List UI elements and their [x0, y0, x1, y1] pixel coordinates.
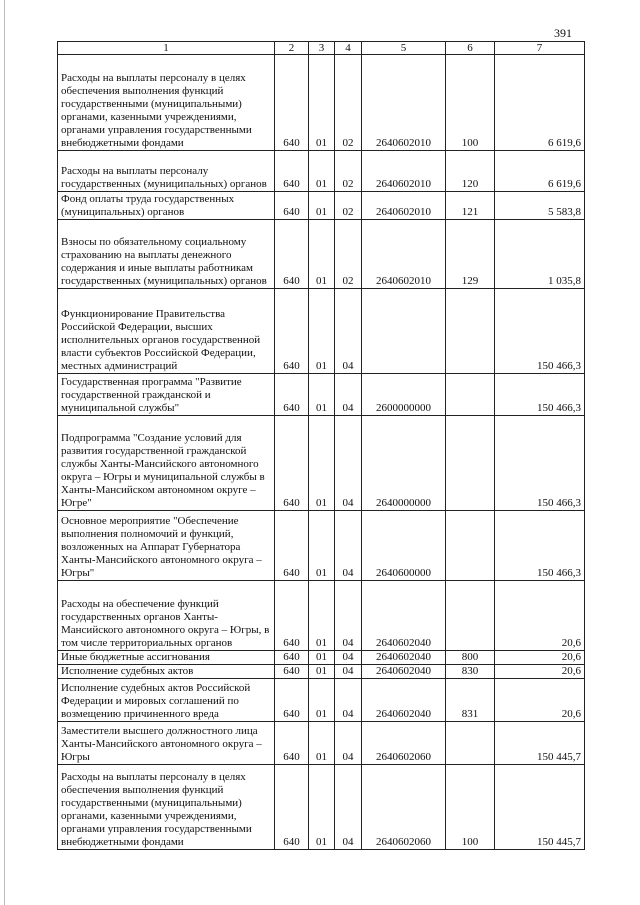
table-row [58, 765, 585, 850]
cell-ministry: 640 [275, 511, 309, 581]
scan-edge [4, 0, 5, 905]
cell-target-item: 2640602010 [362, 192, 446, 220]
cell-amount: 5 583,8 [495, 192, 585, 220]
table-row [58, 55, 585, 151]
row-name: Взносы по обязательному социальному страхованию на выплаты денежного содержания и иные выплаты работникам государственных (муниципальных) органов [58, 220, 275, 289]
table-row [58, 679, 585, 722]
cell-expense-type [446, 289, 495, 374]
budget-table [57, 41, 585, 850]
cell-ministry: 640 [275, 665, 309, 679]
cell-amount: 150 466,3 [495, 374, 585, 416]
table-row [58, 511, 585, 581]
table-row [58, 289, 585, 374]
cell-ministry: 640 [275, 416, 309, 511]
cell-subsection: 04 [335, 765, 362, 850]
row-name: Государственная программа "Развитие государственной гражданской и муниципальной службы" [58, 374, 275, 416]
table-row [58, 651, 585, 665]
cell-amount: 20,6 [495, 679, 585, 722]
row-name: Исполнение судебных актов Российской Федерации и мировых соглашений по возмещению причиненного вреда [58, 679, 275, 722]
cell-section: 01 [309, 151, 335, 192]
cell-target-item: 2640602040 [362, 665, 446, 679]
cell-section: 01 [309, 374, 335, 416]
cell-target-item: 2640602040 [362, 651, 446, 665]
row-name: Иные бюджетные ассигнования [58, 651, 275, 665]
cell-subsection: 04 [335, 511, 362, 581]
cell-ministry: 640 [275, 651, 309, 665]
table-row [58, 416, 585, 511]
cell-ministry: 640 [275, 374, 309, 416]
cell-amount: 20,6 [495, 665, 585, 679]
column-header: 6 [446, 42, 495, 55]
cell-subsection: 04 [335, 289, 362, 374]
cell-ministry: 640 [275, 192, 309, 220]
cell-target-item: 2640602010 [362, 220, 446, 289]
cell-expense-type [446, 511, 495, 581]
cell-section: 01 [309, 55, 335, 151]
cell-amount: 150 466,3 [495, 511, 585, 581]
cell-amount: 20,6 [495, 651, 585, 665]
cell-target-item: 2600000000 [362, 374, 446, 416]
cell-amount: 150 466,3 [495, 416, 585, 511]
cell-target-item: 2640000000 [362, 416, 446, 511]
cell-subsection: 02 [335, 192, 362, 220]
cell-expense-type: 120 [446, 151, 495, 192]
cell-expense-type: 831 [446, 679, 495, 722]
cell-subsection: 04 [335, 722, 362, 765]
row-name: Основное мероприятие "Обеспечение выполнения полномочий и функций, возложенных на Аппарат Губернатора Ханты-Мансийского автономного округа – Югры" [58, 511, 275, 581]
cell-section: 01 [309, 511, 335, 581]
cell-subsection: 04 [335, 665, 362, 679]
cell-expense-type: 800 [446, 651, 495, 665]
cell-subsection: 04 [335, 416, 362, 511]
cell-target-item: 2640602010 [362, 151, 446, 192]
cell-subsection: 04 [335, 581, 362, 651]
cell-amount: 1 035,8 [495, 220, 585, 289]
cell-expense-type [446, 722, 495, 765]
table-row [58, 722, 585, 765]
cell-section: 01 [309, 679, 335, 722]
cell-target-item: 2640602040 [362, 679, 446, 722]
cell-subsection: 02 [335, 55, 362, 151]
cell-section: 01 [309, 192, 335, 220]
table-row [58, 581, 585, 651]
column-header: 3 [309, 42, 335, 55]
cell-target-item: 2640602060 [362, 722, 446, 765]
column-header: 5 [362, 42, 446, 55]
cell-ministry: 640 [275, 765, 309, 850]
row-name: Функционирование Правительства Российской Федерации, высших исполнительных органов государственной власти субъектов Российской Федерации, местных администраций [58, 289, 275, 374]
row-name: Расходы на выплаты персоналу государственных (муниципальных) органов [58, 151, 275, 192]
cell-subsection: 04 [335, 374, 362, 416]
row-name: Расходы на обеспечение функций государственных органов Ханты-Мансийского автономного округа – Югры, в том числе территориальных органов [58, 581, 275, 651]
column-header: 4 [335, 42, 362, 55]
row-name: Расходы на выплаты персоналу в целях обеспечения выполнения функций государственными (муниципальными) органами, казенными учреждениями, органами управления государственными внебюджетными фондами [58, 765, 275, 850]
cell-ministry: 640 [275, 55, 309, 151]
cell-subsection: 02 [335, 220, 362, 289]
cell-section: 01 [309, 289, 335, 374]
table-row [58, 220, 585, 289]
cell-expense-type: 830 [446, 665, 495, 679]
row-name: Подпрограмма "Создание условий для развития государственной гражданской службы Ханты-Мансийского автономного округа – Югры и муниципальной службы в Ханты-Мансийском автономном округе – Югре" [58, 416, 275, 511]
cell-expense-type [446, 374, 495, 416]
cell-ministry: 640 [275, 722, 309, 765]
cell-target-item [362, 289, 446, 374]
table-row [58, 374, 585, 416]
cell-expense-type: 121 [446, 192, 495, 220]
column-header: 7 [495, 42, 585, 55]
row-name: Исполнение судебных актов [58, 665, 275, 679]
cell-ministry: 640 [275, 679, 309, 722]
column-header: 1 [58, 42, 275, 55]
page-number: 391 [554, 26, 572, 40]
cell-section: 01 [309, 665, 335, 679]
cell-amount: 6 619,6 [495, 151, 585, 192]
row-name: Расходы на выплаты персоналу в целях обеспечения выполнения функций государственными (муниципальными) органами, казенными учреждениями, органами управления государственными внебюджетными фондами [58, 55, 275, 151]
cell-subsection: 04 [335, 651, 362, 665]
cell-section: 01 [309, 581, 335, 651]
cell-ministry: 640 [275, 289, 309, 374]
cell-ministry: 640 [275, 151, 309, 192]
table-row [58, 192, 585, 220]
cell-subsection: 04 [335, 679, 362, 722]
cell-amount: 150 466,3 [495, 289, 585, 374]
cell-target-item: 2640602010 [362, 55, 446, 151]
cell-expense-type [446, 416, 495, 511]
cell-ministry: 640 [275, 220, 309, 289]
cell-ministry: 640 [275, 581, 309, 651]
cell-section: 01 [309, 220, 335, 289]
table-row [58, 665, 585, 679]
cell-section: 01 [309, 416, 335, 511]
header-row [58, 42, 585, 55]
table-row [58, 151, 585, 192]
cell-amount: 150 445,7 [495, 722, 585, 765]
cell-target-item: 2640602040 [362, 581, 446, 651]
row-name: Заместители высшего должностного лица Ханты-Мансийского автономного округа – Югры [58, 722, 275, 765]
cell-section: 01 [309, 765, 335, 850]
cell-section: 01 [309, 722, 335, 765]
cell-target-item: 2640602060 [362, 765, 446, 850]
cell-expense-type: 100 [446, 765, 495, 850]
cell-section: 01 [309, 651, 335, 665]
cell-expense-type: 100 [446, 55, 495, 151]
column-header: 2 [275, 42, 309, 55]
cell-expense-type: 129 [446, 220, 495, 289]
cell-expense-type [446, 581, 495, 651]
cell-target-item: 2640600000 [362, 511, 446, 581]
cell-subsection: 02 [335, 151, 362, 192]
row-name: Фонд оплаты труда государственных (муниципальных) органов [58, 192, 275, 220]
cell-amount: 6 619,6 [495, 55, 585, 151]
cell-amount: 150 445,7 [495, 765, 585, 850]
cell-amount: 20,6 [495, 581, 585, 651]
